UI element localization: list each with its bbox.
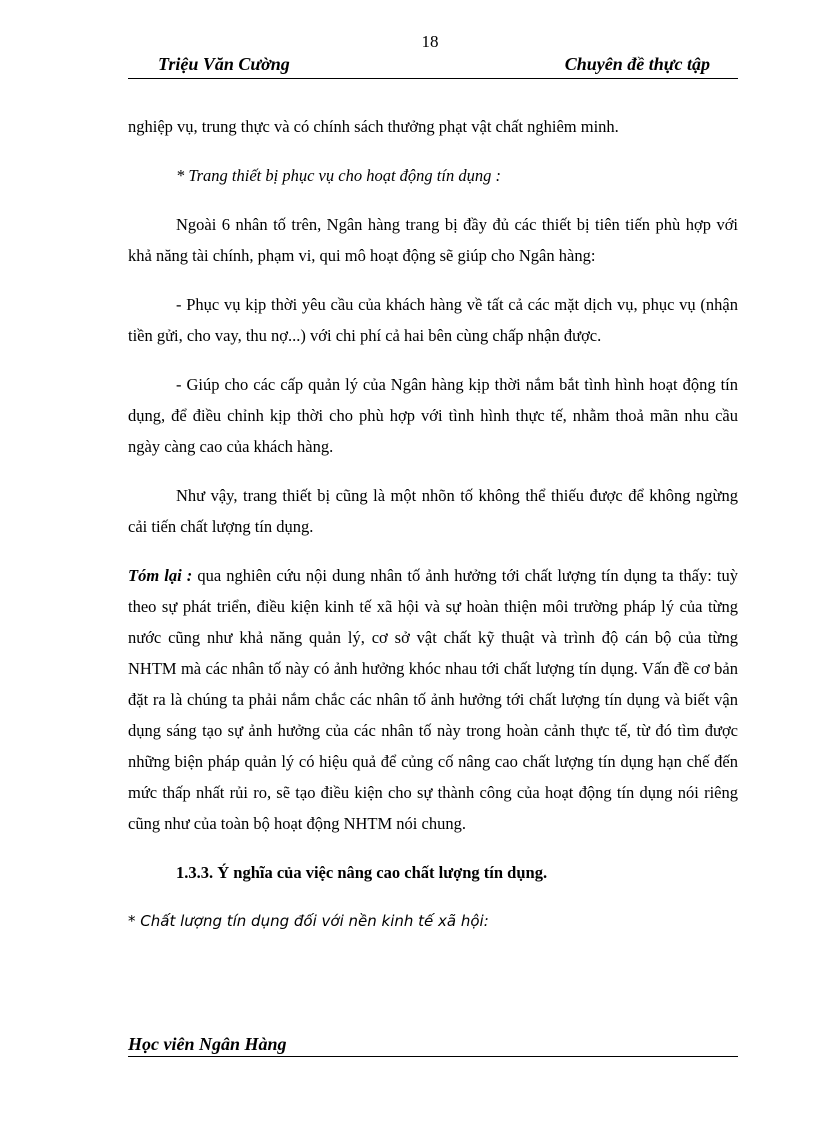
footer-institution: Học viên Ngân Hàng: [128, 1034, 287, 1054]
page-footer: [128, 1034, 738, 1057]
page-header: [128, 54, 738, 79]
page-number: 18: [421, 32, 439, 51]
section-heading: 1.3.3. Ý nghĩa của việc nâng cao chất lượng tín dụng.: [176, 863, 548, 882]
paragraph-4: - Phục vụ kịp thời yêu cầu của khách hàng về tất cả các mặt dịch vụ, phục vụ (nhận tiền gửi, cho vay, thu nợ...) với chi phí cả hai bên cùng chấp nhận được.: [128, 295, 738, 345]
subsection-credit-quality: * Chất lượng tín dụng đối với nền kinh tế xã hội:: [128, 912, 489, 930]
paragraph-1: nghiệp vụ, trung thực và có chính sách thưởng phạt vật chất nghiêm minh.: [128, 117, 619, 136]
header-author: Triệu Văn Cường: [158, 54, 290, 74]
subsection-equipment: * Trang thiết bị phục vụ cho hoạt động tín dụng :: [176, 166, 501, 185]
page-body: [128, 111, 738, 955]
paragraph-3: Ngoài 6 nhân tố trên, Ngân hàng trang bị đầy đủ các thiết bị tiên tiến phù hợp với khả năng tài chính, phạm vi, qui mô hoạt động sẽ giúp cho Ngân hàng:: [128, 215, 738, 265]
paragraph-5: - Giúp cho các cấp quản lý của Ngân hàng kịp thời nắm bắt tình hình hoạt động tín dụng, để điều chỉnh kịp thời cho phù hợp với tình hình thực tế, nhằm thoả mãn nhu cầu ngày càng cao của khách hàng.: [128, 375, 738, 456]
summary-body: qua nghiên cứu nội dung nhân tố ảnh hưởng tới chất lượng tín dụng ta thấy: tuỳ theo sự phát triển, điều kiện kinh tế xã hội và sự hoàn thiện môi trường pháp lý của từng nước cũng như khả năng quản lý, cơ sở vật chất kỹ thuật và trình độ cán bộ của từng NHTM mà các nhân tố này có ảnh hưởng khóc nhau tới chất lượng tín dụng. Vấn đề cơ bản đặt ra là chúng ta phải nắm chắc các nhân tố ảnh hưởng tới chất lượng tín dụng và biết vận dụng sáng tạo sự ảnh hưởng của các nhân tố này trong hoàn cảnh thực tế, từ đó tìm được những biện pháp quản lý có hiệu quả để củng cố nâng cao chất lượng tín dụng hạn chế đến mức thấp nhất rủi ro, sẽ tạo điều kiện cho sự thành công của hoạt động tín dụng nói riêng cũng như của toàn bộ hoạt động NHTM nói chung.: [128, 566, 738, 833]
paragraph-6: Như vậy, trang thiết bị cũng là một nhõn tố không thể thiếu được để không ngừng cải tiến chất lượng tín dụng.: [128, 486, 738, 536]
header-doc-title: Chuyên đề thực tập: [564, 54, 710, 74]
paragraph-summary: [128, 560, 738, 839]
summary-lead: Tóm lại :: [128, 566, 193, 585]
